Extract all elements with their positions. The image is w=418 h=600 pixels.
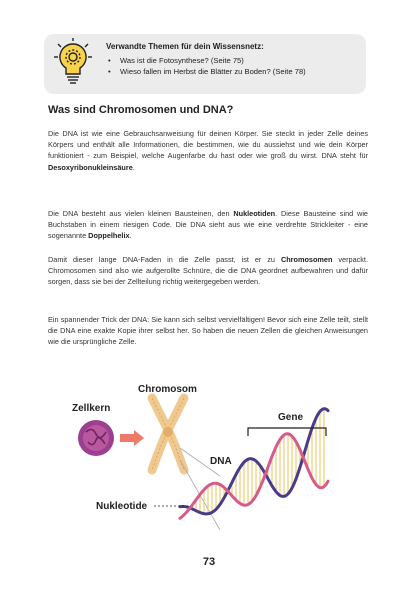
related-topic-item[interactable]: • Wieso fallen im Herbst die Blätter zu Boden? (Seite 78)	[106, 66, 306, 77]
term-nukleotiden: Nukleotiden	[233, 209, 276, 218]
chromosome-icon	[152, 398, 184, 470]
related-topic-item[interactable]: • Was ist die Fotosynthese? (Seite 75)	[106, 55, 306, 66]
arrow-icon	[120, 430, 144, 446]
term-chromosomen: Chromosomen	[280, 255, 333, 264]
label-gene: Gene	[278, 412, 304, 423]
paragraph-3: Damit dieser lange DNA-Faden in die Zelle passt, ist er zu Chromosomen verpackt. Chromosomen sind also wie aufgerollte Schnüre, die die DNA geordnet aufbewahren und dafür sorgen, dass sie bei der Zellteilung richtig weitergegeben werden.	[48, 255, 368, 287]
term-desoxyribonukleinsaeure: Desoxyribonukleinsäure	[48, 162, 133, 172]
term-doppelhelix: Doppelhelix	[88, 231, 130, 241]
related-topics-box	[44, 34, 366, 94]
label-nukleotide: Nukleotide	[96, 501, 148, 512]
lightbulb-gear-icon	[50, 38, 96, 88]
page-number: 73	[202, 556, 216, 568]
section-heading: Was sind Chromosomen und DNA?	[48, 104, 234, 116]
dna-illustration	[40, 380, 380, 555]
paragraph-1: Die DNA ist wie eine Gebrauchsanweisung für deinen Körper. Sie steckt in jeder Zelle deines Körpers und enthält alle Informationen, die bestimmen, wie du aussiehst und wie dein Körper funktioniert - zum Beispiel, welche Augenfarbe du hast oder wie groß du wirst. DNA steht für Desoxyribonukleinsäure.	[48, 129, 368, 172]
paragraph-4: Ein spannender Trick der DNA: Sie kann sich selbst vervielfältigen! Bevor sich eine Zelle teilt, stellt die DNA eine exakte Kopie ihrer selbst her. So haben die neuen Zellen die gleichen Anweisungen wie die ursprüngliche Zelle.	[48, 315, 368, 347]
label-zellkern: Zellkern	[72, 403, 111, 414]
label-chromosom: Chromosom	[138, 384, 197, 395]
nucleus-icon	[78, 420, 114, 456]
paragraph-2: Die DNA besteht aus vielen kleinen Bausteinen, den Nukleotiden. Diese Bausteine sind wie Buchstaben in einem riesigen Code. Die DNA sieht aus wie eine verdrehte Strickleiter - eine sogenannte Doppelhelix.	[48, 209, 368, 241]
label-dna: DNA	[210, 456, 232, 467]
related-topics-list	[106, 55, 306, 77]
related-topics-title: Verwandte Themen für dein Wissensnetz:	[106, 42, 264, 51]
